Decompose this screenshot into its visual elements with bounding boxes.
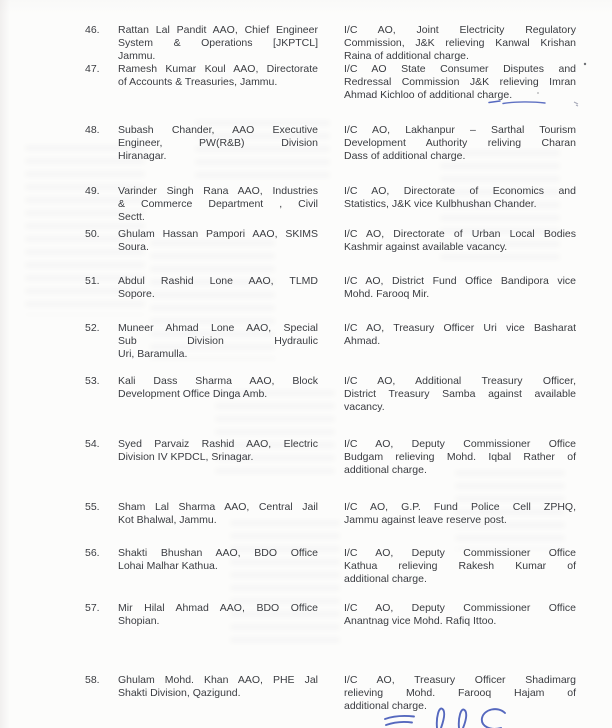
officer-cell	[118, 547, 318, 573]
posting-cell-line: I/C AO, Directorate of Urban Local Bodies	[344, 228, 576, 240]
officer-cell-line: Rattan Lal Pandit AAO, Chief Engineer	[118, 24, 318, 36]
posting-cell-line: Ahmad Kichloo of additional charge.	[344, 89, 513, 101]
posting-cell-line: additional charge.	[344, 700, 427, 712]
posting-cell	[344, 185, 576, 211]
posting-cell-line: Kashmir against available vacancy.	[344, 241, 508, 253]
posting-cell-line: Raina of additional charge.	[344, 50, 469, 62]
posting-cell-line: District Treasury Samba against available	[344, 388, 576, 400]
officer-cell-line: Lohai Malhar Kathua.	[118, 560, 218, 572]
posting-cell-line: Jammu against leave reserve post.	[344, 514, 507, 526]
entry-row	[85, 185, 576, 224]
entry-number: 47.	[85, 63, 100, 75]
officer-cell-line: Syed Parvaiz Rashid AAO, Electric	[118, 438, 318, 450]
posting-cell-line: Budgam relieving Mohd. Iqbal Rather of	[344, 451, 576, 463]
officer-cell-line: Engineer, PW(R&B) Division	[118, 137, 318, 149]
officer-cell	[118, 674, 318, 700]
officer-cell-line: System & Operations [JKPTCL]	[118, 37, 318, 49]
posting-cell-line: relieving Mohd. Farooq Hajam of	[344, 687, 576, 699]
posting-cell-line: Anantnag vice Mohd. Rafiq Ittoo.	[344, 615, 497, 627]
entry-row	[85, 63, 576, 102]
posting-cell	[344, 228, 576, 254]
posting-cell	[344, 124, 576, 163]
entry-row	[85, 275, 576, 301]
entry-row	[85, 24, 576, 63]
posting-cell-line: Dass of additional charge.	[344, 150, 466, 162]
posting-cell-line: Development Authority reliving Charan	[344, 137, 576, 149]
posting-cell	[344, 375, 576, 414]
officer-cell-line: Shakti Bhushan AAO, BDO Office	[118, 547, 318, 559]
officer-cell-line: Sham Lal Sharma AAO, Central Jail	[118, 501, 318, 513]
entry-number: 58.	[85, 674, 100, 686]
entry-number: 54.	[85, 438, 100, 450]
posting-cell	[344, 275, 576, 301]
officer-cell-line: Shakti Division, Qazigund.	[118, 687, 241, 699]
posting-cell	[344, 24, 576, 63]
officer-cell-line: Kot Bhalwal, Jammu.	[118, 514, 217, 526]
officer-cell-line: Subash Chander, AAO Executive	[118, 124, 318, 136]
entry-row	[85, 674, 576, 713]
officer-cell	[118, 185, 318, 224]
officer-cell	[118, 63, 318, 89]
officer-cell-line: of Accounts & Treasuries, Jammu.	[118, 76, 278, 88]
officer-cell-line: Abdul Rashid Lone AAO, TLMD	[118, 275, 318, 287]
posting-cell-line: I/C AO State Consumer Disputes and	[344, 63, 576, 75]
officer-cell-line: Sub Division Hydraulic	[118, 335, 318, 347]
officer-cell-line: Development Office Dinga Amb.	[118, 388, 268, 400]
officer-cell-line: Muneer Ahmad Lone AAO, Special	[118, 322, 318, 334]
entry-number: 57.	[85, 602, 100, 614]
entry-number: 56.	[85, 547, 100, 559]
officer-cell-line: Hiranagar.	[118, 150, 167, 162]
posting-cell-line: Kathua relieving Rakesh Kumar of	[344, 560, 576, 572]
entry-number: 52.	[85, 322, 100, 334]
officer-cell-line: Ghulam Mohd. Khan AAO, PHE Jal	[118, 674, 318, 686]
entry-number: 48.	[85, 124, 100, 136]
posting-cell-line: I/C AO, Directorate of Economics and	[344, 185, 576, 197]
posting-cell	[344, 602, 576, 628]
posting-cell-line: Ahmad.	[344, 335, 381, 347]
posting-cell-line: I/C AO, Treasury Officer Shadimarg	[344, 674, 576, 686]
entry-row	[85, 228, 576, 254]
posting-cell-line: I/C AO, Deputy Commissioner Office	[344, 602, 576, 614]
officer-cell-line: Sopore.	[118, 288, 155, 300]
officer-cell	[118, 275, 318, 301]
entry-row	[85, 547, 576, 586]
posting-cell	[344, 63, 576, 102]
officer-cell-line: Sectt.	[118, 211, 145, 223]
entry-row	[85, 124, 576, 163]
entry-row	[85, 438, 576, 477]
entries-list	[85, 24, 576, 713]
posting-cell-line: I/C AO, Deputy Commissioner Office	[344, 438, 576, 450]
posting-cell-line: additional charge.	[344, 464, 427, 476]
officer-cell	[118, 124, 318, 163]
officer-cell-line: Shopian.	[118, 615, 160, 627]
officer-cell-line: Soura.	[118, 241, 149, 253]
posting-cell-line: additional charge.	[344, 573, 427, 585]
officer-cell-line: Uri, Baramulla.	[118, 348, 188, 360]
entry-number: 55.	[85, 501, 100, 513]
posting-cell-line: Statistics, J&K vice Kulbhushan Chander.	[344, 198, 537, 210]
entry-row	[85, 602, 576, 628]
officer-cell-line: Ghulam Hassan Pampori AAO, SKIMS	[118, 228, 318, 240]
posting-cell-line: Redressal Commission J&K relieving Imran	[344, 76, 576, 88]
posting-cell	[344, 438, 576, 477]
officer-cell	[118, 228, 318, 254]
officer-cell	[118, 375, 318, 401]
officer-cell-line: Jammu.	[118, 50, 156, 62]
posting-cell-line: I/C AO, Additional Treasury Officer,	[344, 375, 576, 387]
entry-row	[85, 375, 576, 414]
entry-number: 49.	[85, 185, 100, 197]
officer-cell-line: Ramesh Kumar Koul AAO, Directorate	[118, 63, 318, 75]
officer-cell-line: Kali Dass Sharma AAO, Block	[118, 375, 318, 387]
entry-number: 50.	[85, 228, 100, 240]
posting-cell-line: vacancy.	[344, 401, 385, 413]
entry-number: 53.	[85, 375, 100, 387]
officer-cell	[118, 24, 318, 63]
entry-row	[85, 501, 576, 527]
posting-cell-line: I/C AO, District Fund Office Bandipora vice	[344, 275, 576, 287]
officer-cell	[118, 501, 318, 527]
entry-row	[85, 322, 576, 361]
posting-cell-line: I/C AO, Lakhanpur – Sarthal Tourism	[344, 124, 576, 136]
posting-cell	[344, 674, 576, 713]
posting-cell-line: I/C AO, G.P. Fund Police Cell ZPHQ,	[344, 501, 576, 513]
officer-cell	[118, 322, 318, 361]
posting-cell-line: I/C AO, Deputy Commissioner Office	[344, 547, 576, 559]
entry-number: 51.	[85, 275, 100, 287]
posting-cell-line: I/C AO, Joint Electricity Regulatory	[344, 24, 576, 36]
posting-cell-line: I/C AO, Treasury Officer Uri vice Basharat	[344, 322, 576, 334]
officer-cell-line: Varinder Singh Rana AAO, Industries	[118, 185, 318, 197]
posting-cell-line: Mohd. Farooq Mir.	[344, 288, 430, 300]
posting-cell	[344, 322, 576, 348]
officer-cell-line: & Commerce Department , Civil	[118, 198, 318, 210]
entry-number: 46.	[85, 24, 100, 36]
posting-cell	[344, 547, 576, 586]
ink-speck	[584, 63, 586, 65]
officer-cell	[118, 602, 318, 628]
officer-cell	[118, 438, 318, 464]
officer-cell-line: Mir Hilal Ahmad AAO, BDO Office	[118, 602, 318, 614]
posting-cell-line: Commission, J&K relieving Kanwal Krishan	[344, 37, 576, 49]
officer-cell-line: Division IV KPDCL, Srinagar.	[118, 451, 254, 463]
posting-cell	[344, 501, 576, 527]
